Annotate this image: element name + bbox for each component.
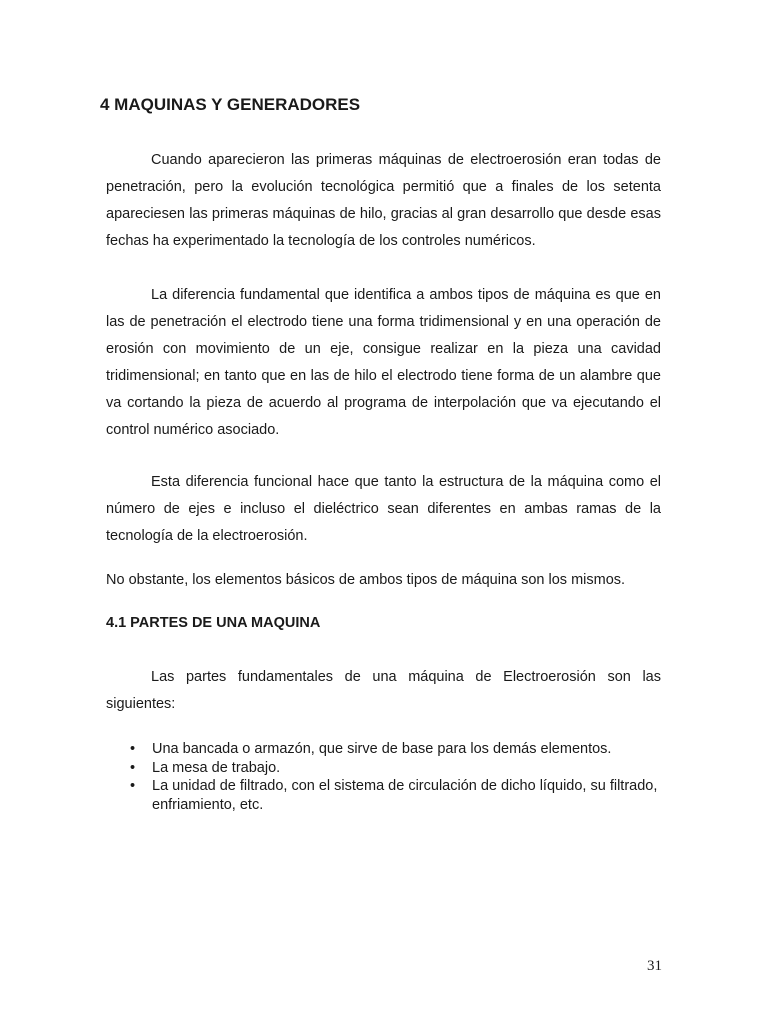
- subsection-title: 4.1 PARTES DE UNA MAQUINA: [106, 615, 321, 631]
- list-item: [106, 777, 661, 814]
- paragraph-functional-difference: Esta diferencia funcional hace que tanto la estructura de la máquina como el número de ejes e incluso el dieléctrico sean diferentes en ambas ramas de la tecnología de la electroerosión.: [106, 474, 661, 544]
- paragraph-parts-intro: Las partes fundamentales de una máquina de Electroerosión son las siguientes:: [106, 669, 661, 712]
- list-item: [106, 740, 661, 759]
- bullet-marker: •: [130, 759, 136, 776]
- bullet-marker: •: [130, 778, 136, 794]
- paragraph-common-elements: No obstante, los elementos básicos de ambos tipos de máquina son los mismos.: [106, 572, 626, 588]
- list-item-text: La unidad de filtrado, con el sistema de circulación de dicho líquido, su filtrado, enfriamiento, etc.: [152, 778, 658, 813]
- list-item: [106, 759, 661, 778]
- parts-list: [106, 740, 661, 814]
- list-item-text: Una bancada o armazón, que sirve de base para los demás elementos.: [152, 741, 612, 757]
- list-item-text: La mesa de trabajo.: [152, 759, 281, 776]
- bullet-marker: •: [130, 741, 136, 757]
- page-number: 31: [647, 958, 662, 974]
- paragraph-difference: La diferencia fundamental que identifica a ambos tipos de máquina es que en las de penetración el electrodo tiene una forma tridimensional y en una operación de erosión con movimiento de un eje, consigue realizar en la pieza una cavidad tridimensional; en tanto que en las de hilo el electrodo tiene forma de un alambre que va cortando la pieza de acuerdo al programa de interpolación que va ejecutando el control numérico asociado.: [106, 287, 661, 438]
- paragraph-origin: Cuando aparecieron las primeras máquinas de electroerosión eran todas de penetración, pero la evolución tecnológica permitió que a finales de los setenta apareciesen las primeras máquinas de hilo, gracias al gran desarrollo que desde esas fechas ha experimentado la tecnología de los controles numéricos.: [106, 152, 661, 249]
- section-title: 4 MAQUINAS Y GENERADORES: [100, 95, 361, 114]
